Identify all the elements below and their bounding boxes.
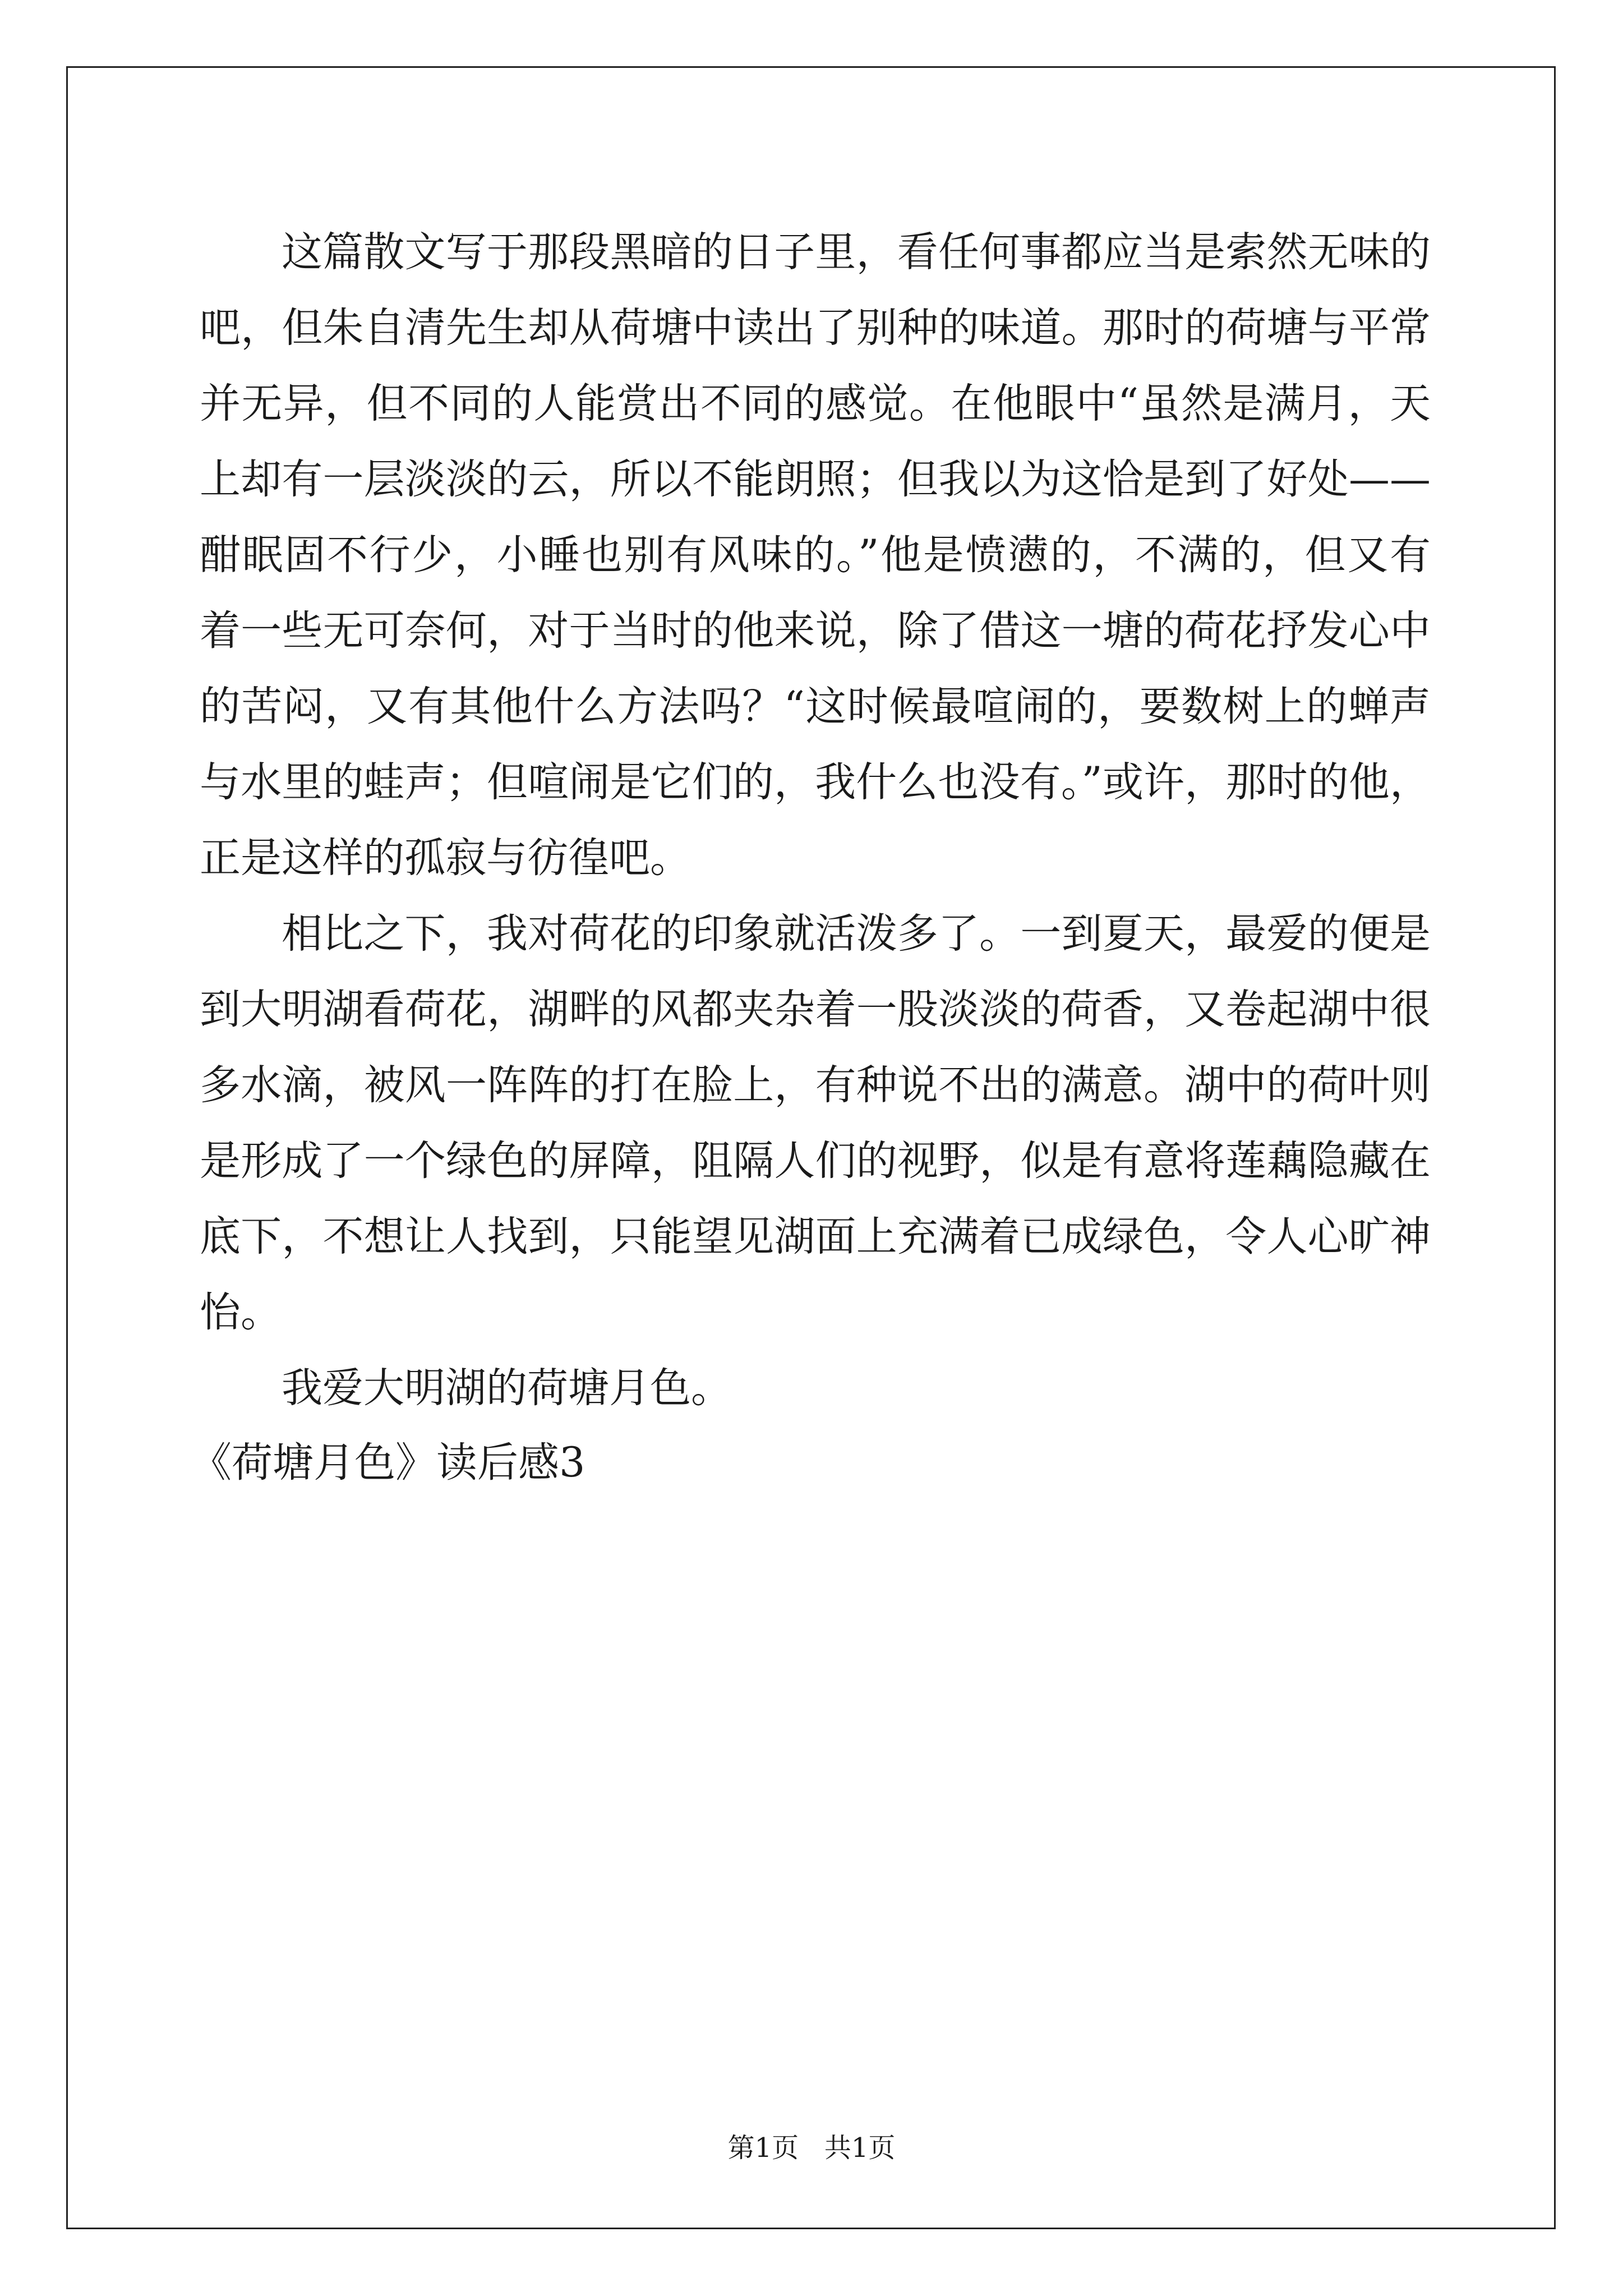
paragraph-2-line-3: 多水滴，被风一阵阵的打在脸上，有种说不出的满意。湖中的荷叶则 xyxy=(200,1061,1431,1109)
paragraph-1-line-6: 着一些无可奈何，对于当时的他来说，除了借这一塘的荷花抒发心中 xyxy=(200,607,1431,655)
section-heading: 《荷塘月色》读后感3 xyxy=(191,1439,585,1487)
paragraph-3-line-1: 我爱大明湖的荷塘月色。 xyxy=(282,1364,732,1412)
paragraph-1-line-8: 与水里的蛙声；但喧闹是它们的，我什么也没有。”或许，那时的他， xyxy=(200,758,1431,806)
paragraph-1-line-5: 酣眠固不行少，小睡也别有风味的。”他是愤懑的，不满的，但又有 xyxy=(200,531,1431,579)
paragraph-1-line-7: 的苦闷，又有其他什么方法吗？“这时候最喧闹的，要数树上的蝉声 xyxy=(200,683,1431,730)
paragraph-2-line-2: 到大明湖看荷花，湖畔的风都夹杂着一股淡淡的荷香，又卷起湖中很 xyxy=(200,986,1431,1033)
page-footer: 第1页 共1页 xyxy=(727,2132,896,2164)
paragraph-2-line-6: 怡。 xyxy=(200,1289,282,1336)
paragraph-2-line-1: 相比之下，我对荷花的印象就活泼多了。一到夏天，最爱的便是 xyxy=(282,910,1431,958)
paragraph-1-line-1: 这篇散文写于那段黑暗的日子里，看任何事都应当是索然无味的 xyxy=(282,228,1431,276)
paragraph-1-line-9: 正是这样的孤寂与彷徨吧。 xyxy=(200,834,691,882)
paragraph-2-line-5: 底下，不想让人找到，只能望见湖面上充满着已成绿色，令人心旷神 xyxy=(200,1213,1431,1260)
paragraph-2-line-4: 是形成了一个绿色的屏障，阻隔人们的视野，似是有意将莲藕隐藏在 xyxy=(200,1137,1431,1185)
paragraph-1-line-2: 吧，但朱自清先生却从荷塘中读出了别种的味道。那时的荷塘与平常 xyxy=(200,304,1431,352)
paragraph-1-line-4: 上却有一层淡淡的云，所以不能朗照；但我以为这恰是到了好处—— xyxy=(200,455,1431,503)
paragraph-1-line-3: 并无异，但不同的人能赏出不同的感觉。在他眼中“虽然是满月，天 xyxy=(200,380,1431,427)
